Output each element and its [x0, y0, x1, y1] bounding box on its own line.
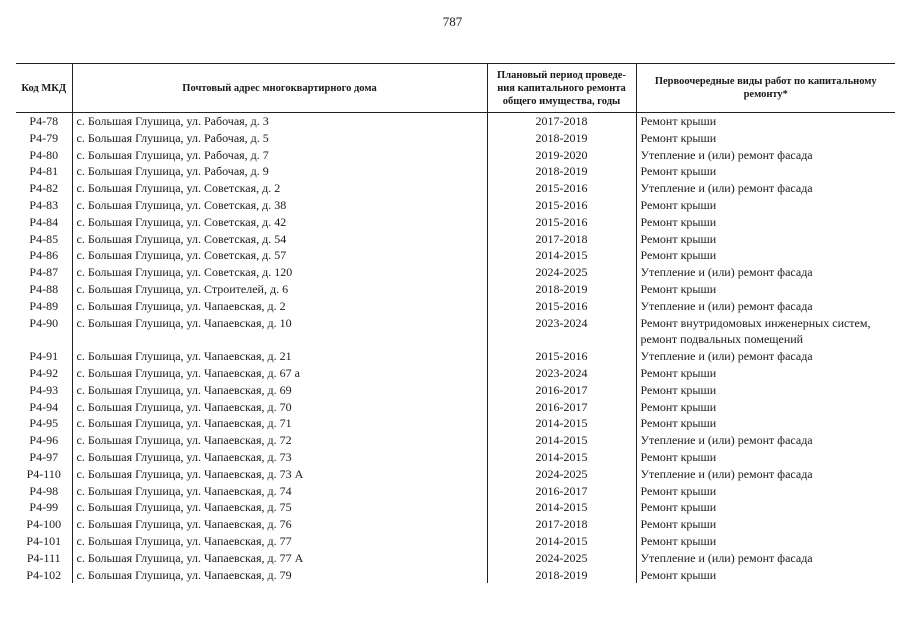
table-row [16, 499, 895, 516]
cell-address: с. Большая Глушица, ул. Чапаевская, д. 75 [72, 499, 487, 516]
cell-code: Р4-86 [29, 248, 59, 263]
table-row [16, 113, 895, 130]
cell-address: с. Большая Глушица, ул. Чапаевская, д. 79 [72, 567, 487, 584]
cell-code: Р4-81 [29, 164, 59, 179]
cell-period: 2015-2016 [487, 348, 636, 365]
cell-code: Р4-99 [29, 500, 59, 515]
cell-code: Р4-83 [29, 197, 59, 212]
cell-works: Ремонт крыши [636, 567, 895, 584]
cell-works: Утепление и (или) ремонт фасада [636, 432, 895, 449]
cell-period: 2024-2025 [487, 264, 636, 281]
cell-period: 2019-2020 [487, 147, 636, 164]
cell-code: Р4-80 [29, 147, 59, 162]
cell-works: Утепление и (или) ремонт фасада [636, 348, 895, 365]
cell-address: с. Большая Глушица, ул. Чапаевская, д. 73 А [72, 466, 487, 483]
table-row [16, 415, 895, 432]
table-row [16, 264, 895, 281]
cell-period: 2018-2019 [487, 281, 636, 298]
cell-code: Р4-111 [26, 550, 61, 565]
cell-address: с. Большая Глушица, ул. Рабочая, д. 3 [72, 113, 487, 130]
cell-works: Ремонт крыши [636, 281, 895, 298]
cell-works: Ремонт крыши [636, 382, 895, 399]
table-row [16, 533, 895, 550]
cell-address: с. Большая Глушица, ул. Строителей, д. 6 [72, 281, 487, 298]
cell-period: 2024-2025 [487, 550, 636, 567]
cell-period: 2014-2015 [487, 247, 636, 264]
cell-address: с. Большая Глушица, ул. Чапаевская, д. 77 А [72, 550, 487, 567]
cell-period: 2016-2017 [487, 483, 636, 500]
cell-address: с. Большая Глушица, ул. Советская, д. 38 [72, 197, 487, 214]
cell-address: с. Большая Глушица, ул. Чапаевская, д. 69 [72, 382, 487, 399]
table-row [16, 147, 895, 164]
cell-works: Ремонт крыши [636, 163, 895, 180]
cell-address: с. Большая Глушица, ул. Чапаевская, д. 10 [72, 315, 487, 349]
cell-code: Р4-87 [29, 265, 59, 280]
cell-works: Ремонт крыши [636, 516, 895, 533]
cell-address: с. Большая Глушица, ул. Советская, д. 42 [72, 214, 487, 231]
table-row [16, 231, 895, 248]
table-row [16, 449, 895, 466]
cell-address: с. Большая Глушица, ул. Чапаевская, д. 72 [72, 432, 487, 449]
cell-period: 2014-2015 [487, 415, 636, 432]
cell-code: Р4-85 [29, 231, 59, 246]
table-row [16, 130, 895, 147]
header-address: Почтовый адрес многоквартирного дома [72, 64, 487, 113]
table-row [16, 382, 895, 399]
header-works: Первоочередные виды работ по капитальному ремонту* [636, 64, 895, 113]
table-row [16, 348, 895, 365]
table-row [16, 163, 895, 180]
cell-code: Р4-90 [29, 315, 59, 330]
table-row [16, 567, 895, 584]
cell-works: Ремонт крыши [636, 113, 895, 130]
cell-period: 2015-2016 [487, 180, 636, 197]
cell-works: Утепление и (или) ремонт фасада [636, 147, 895, 164]
table-row [16, 197, 895, 214]
cell-works: Ремонт внутридомовых инженерных систем, ремонт подвальных помещений [636, 315, 895, 349]
cell-code: Р4-101 [26, 533, 62, 548]
cell-works: Утепление и (или) ремонт фасада [636, 466, 895, 483]
cell-code: Р4-94 [29, 399, 59, 414]
table-row [16, 365, 895, 382]
cell-period: 2015-2016 [487, 298, 636, 315]
cell-address: с. Большая Глушица, ул. Чапаевская, д. 73 [72, 449, 487, 466]
cell-period: 2017-2018 [487, 113, 636, 130]
table-row [16, 298, 895, 315]
table-header-row [16, 64, 895, 113]
cell-works: Ремонт крыши [636, 483, 895, 500]
repair-schedule-table [16, 63, 895, 583]
table-row [16, 281, 895, 298]
cell-period: 2017-2018 [487, 231, 636, 248]
cell-period: 2015-2016 [487, 214, 636, 231]
cell-code: Р4-82 [29, 181, 59, 196]
cell-code: Р4-100 [26, 517, 62, 532]
cell-address: с. Большая Глушица, ул. Чапаевская, д. 70 [72, 399, 487, 416]
cell-address: с. Большая Глушица, ул. Чапаевская, д. 71 [72, 415, 487, 432]
cell-works: Ремонт крыши [636, 533, 895, 550]
cell-period: 2018-2019 [487, 567, 636, 584]
cell-period: 2024-2025 [487, 466, 636, 483]
cell-code: Р4-95 [29, 416, 59, 431]
table-row [16, 432, 895, 449]
cell-works: Ремонт крыши [636, 130, 895, 147]
cell-works: Ремонт крыши [636, 197, 895, 214]
cell-period: 2014-2015 [487, 533, 636, 550]
page-number: 787 [442, 14, 463, 29]
cell-period: 2015-2016 [487, 197, 636, 214]
cell-works: Ремонт крыши [636, 415, 895, 432]
cell-code: Р4-97 [29, 449, 59, 464]
cell-code: Р4-96 [29, 433, 59, 448]
table-row [16, 315, 895, 349]
cell-address: с. Большая Глушица, ул. Чапаевская, д. 76 [72, 516, 487, 533]
cell-address: с. Большая Глушица, ул. Советская, д. 2 [72, 180, 487, 197]
cell-address: с. Большая Глушица, ул. Советская, д. 120 [72, 264, 487, 281]
cell-code: Р4-78 [29, 114, 59, 128]
cell-address: с. Большая Глушица, ул. Чапаевская, д. 21 [72, 348, 487, 365]
cell-works: Утепление и (или) ремонт фасада [636, 550, 895, 567]
cell-period: 2018-2019 [487, 130, 636, 147]
cell-works: Ремонт крыши [636, 231, 895, 248]
cell-works: Ремонт крыши [636, 399, 895, 416]
cell-address: с. Большая Глушица, ул. Чапаевская, д. 77 [72, 533, 487, 550]
table-row [16, 399, 895, 416]
table-row [16, 247, 895, 264]
cell-period: 2016-2017 [487, 382, 636, 399]
header-period: Плановый период проведе-ния капитального ремонта общего имущества, годы [487, 64, 636, 113]
cell-address: с. Большая Глушица, ул. Чапаевская, д. 74 [72, 483, 487, 500]
table-row [16, 214, 895, 231]
table-row [16, 180, 895, 197]
header-code: Код МКД [16, 64, 72, 113]
cell-works: Ремонт крыши [636, 449, 895, 466]
cell-address: с. Большая Глушица, ул. Рабочая, д. 5 [72, 130, 487, 147]
cell-code: Р4-79 [29, 130, 59, 145]
cell-address: с. Большая Глушица, ул. Советская, д. 54 [72, 231, 487, 248]
cell-works: Ремонт крыши [636, 499, 895, 516]
table-row [16, 483, 895, 500]
cell-works: Ремонт крыши [636, 214, 895, 231]
cell-works: Ремонт крыши [636, 247, 895, 264]
table-row [16, 516, 895, 533]
cell-code: Р4-88 [29, 281, 59, 296]
cell-code: Р4-91 [29, 349, 59, 364]
cell-works: Утепление и (или) ремонт фасада [636, 180, 895, 197]
table-row [16, 466, 895, 483]
cell-period: 2023-2024 [487, 315, 636, 349]
cell-period: 2014-2015 [487, 499, 636, 516]
cell-code: Р4-102 [26, 567, 62, 582]
cell-code: Р4-89 [29, 298, 59, 313]
cell-works: Утепление и (или) ремонт фасада [636, 298, 895, 315]
cell-code: Р4-98 [29, 483, 59, 498]
cell-code: Р4-110 [26, 466, 61, 481]
cell-period: 2017-2018 [487, 516, 636, 533]
cell-code: Р4-84 [29, 214, 59, 229]
cell-period: 2018-2019 [487, 163, 636, 180]
table-body [16, 113, 895, 584]
cell-address: с. Большая Глушица, ул. Рабочая, д. 7 [72, 147, 487, 164]
cell-code: Р4-92 [29, 365, 59, 380]
cell-period: 2023-2024 [487, 365, 636, 382]
cell-period: 2014-2015 [487, 449, 636, 466]
cell-period: 2014-2015 [487, 432, 636, 449]
table-row [16, 550, 895, 567]
cell-address: с. Большая Глушица, ул. Советская, д. 57 [72, 247, 487, 264]
cell-period: 2016-2017 [487, 399, 636, 416]
cell-address: с. Большая Глушица, ул. Рабочая, д. 9 [72, 163, 487, 180]
cell-works: Утепление и (или) ремонт фасада [636, 264, 895, 281]
cell-works: Ремонт крыши [636, 365, 895, 382]
cell-address: с. Большая Глушица, ул. Чапаевская, д. 2 [72, 298, 487, 315]
cell-address: с. Большая Глушица, ул. Чапаевская, д. 67 а [72, 365, 487, 382]
cell-code: Р4-93 [29, 382, 59, 397]
